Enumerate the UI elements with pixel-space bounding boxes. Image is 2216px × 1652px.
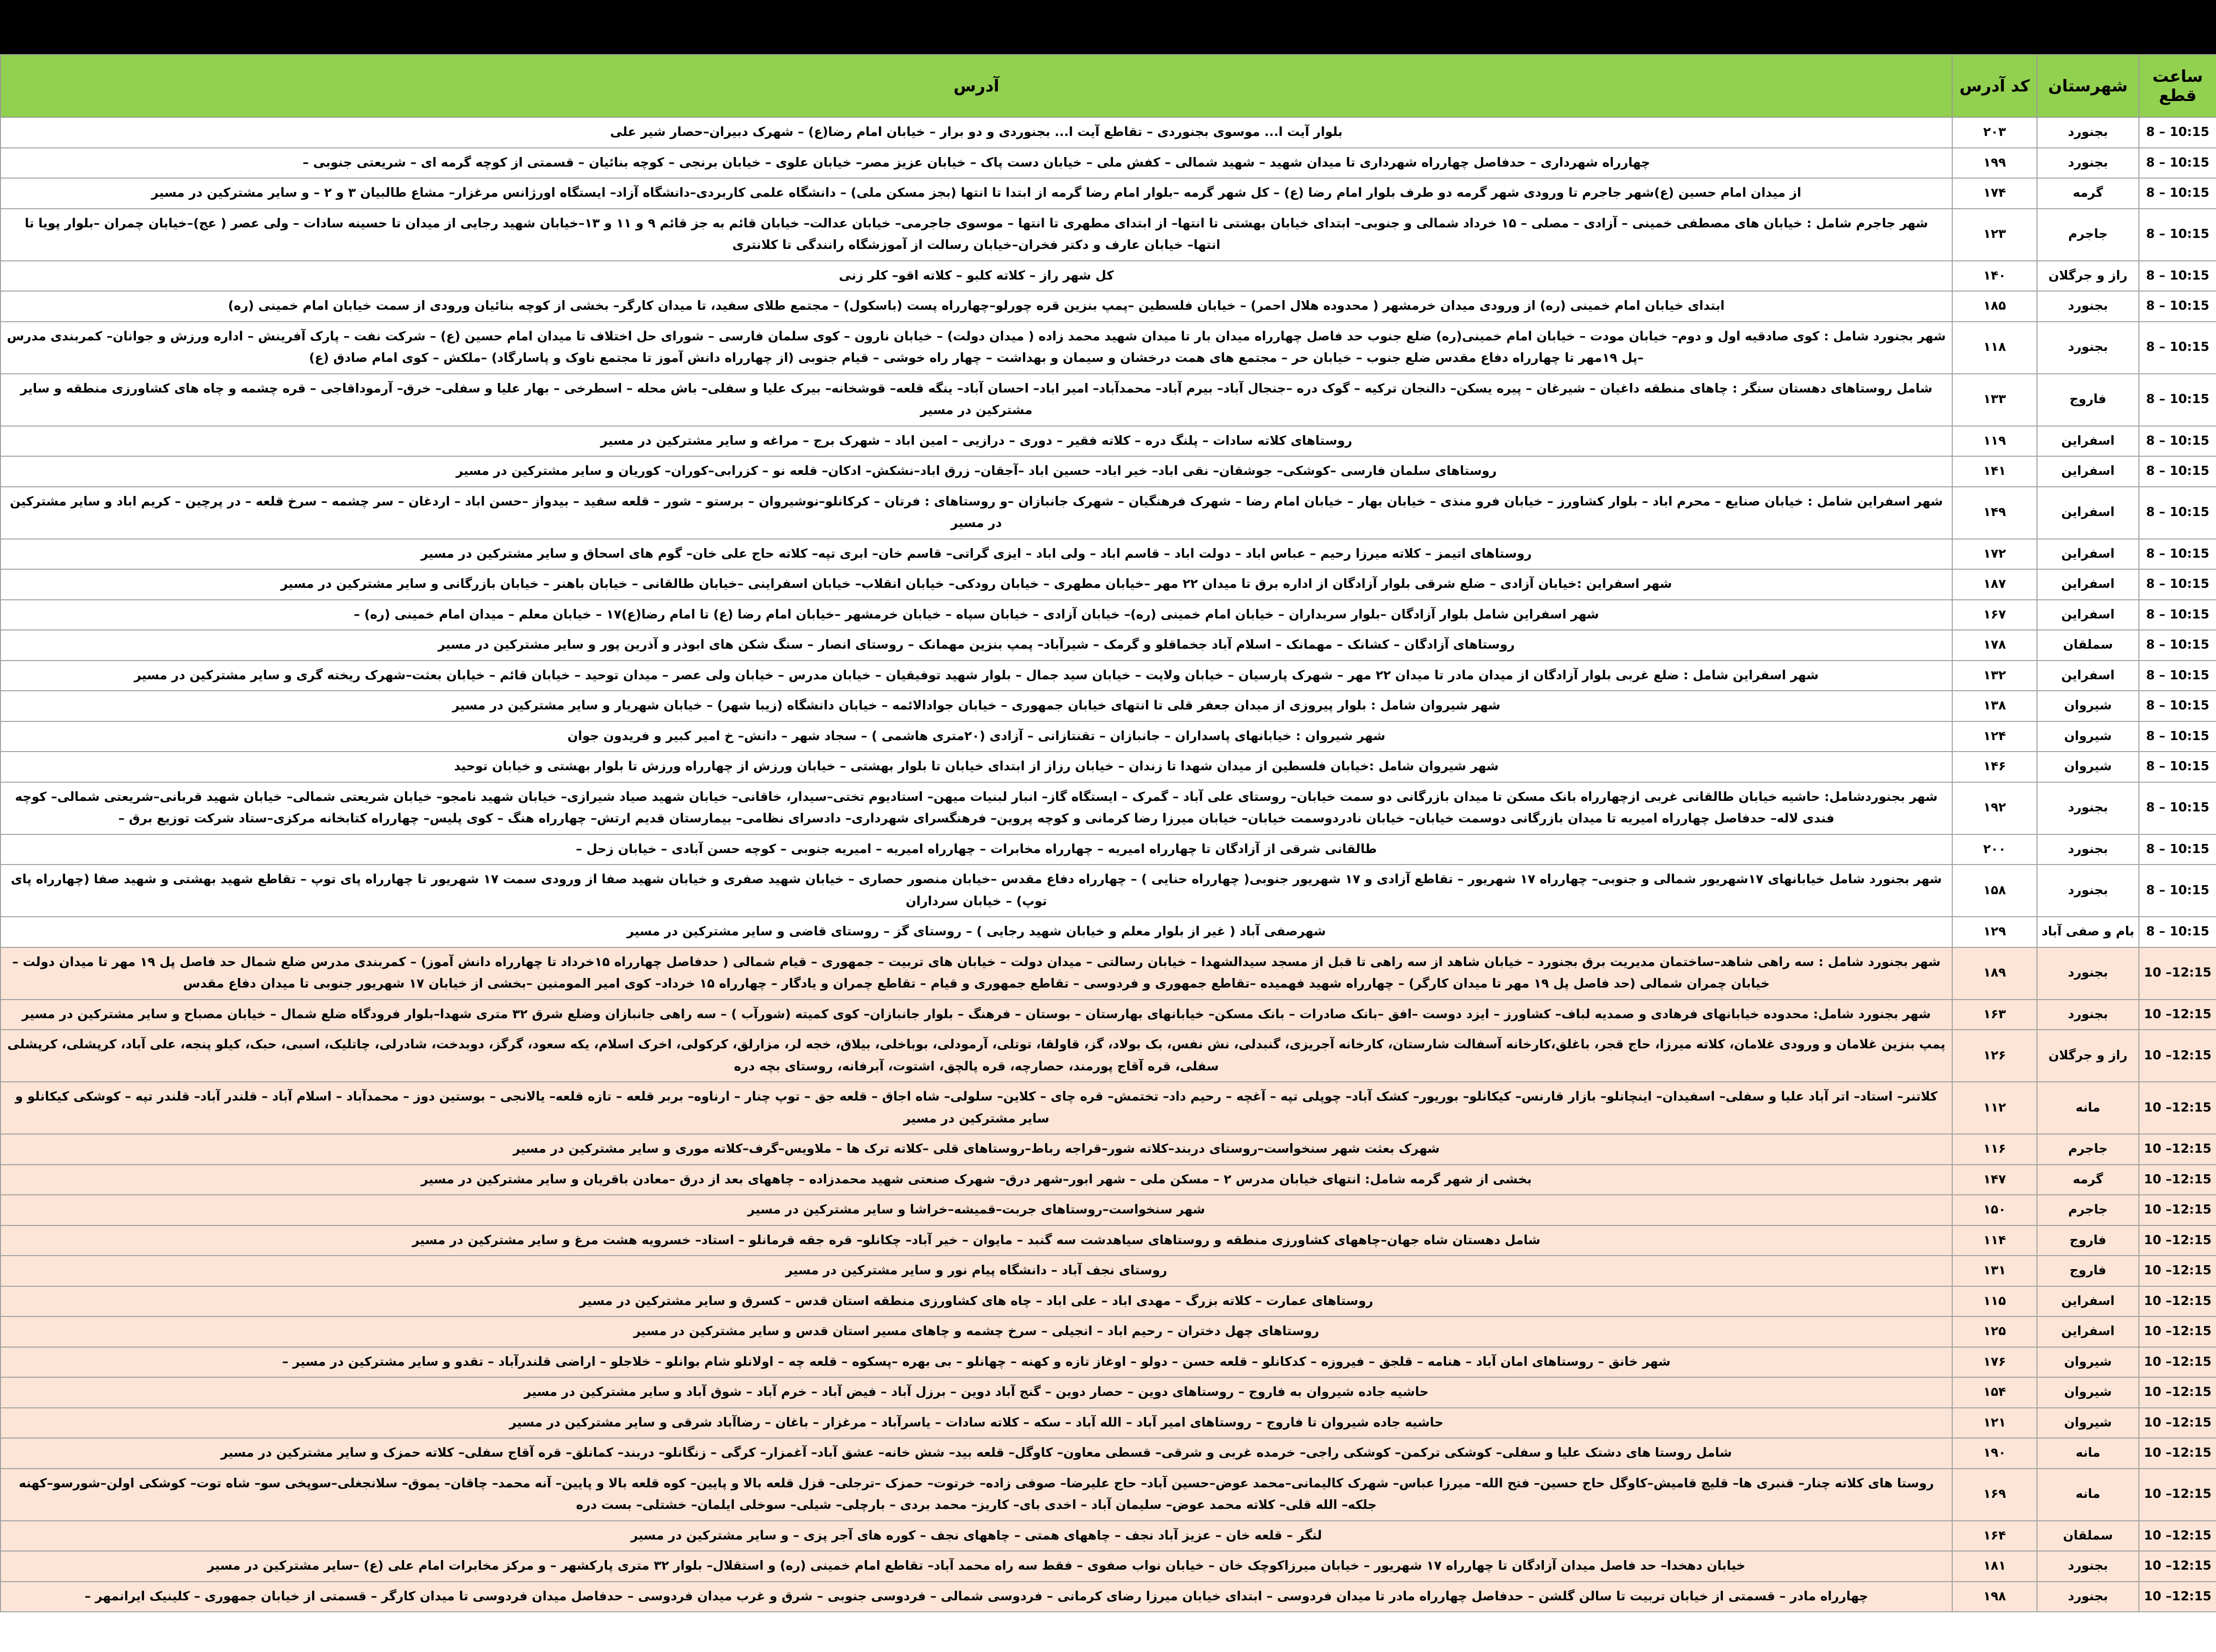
table-row <box>0 661 2216 691</box>
cell-time: 10 –12:15 <box>2139 1438 2216 1469</box>
cell-address: شهر بجنورد شامل : سه راهی شاهد–ساختمان مدیریت برق بجنورد – خیابان شاهد از سه راهی تا قبل از مسجد سیدالشهدا – خیابان رسالتی – میدان دولت – خیابان های تربیت – جمهوری – قیام شمالی ( حدفاصل چهارراه ۱۵خرداد تا چهارراه دانش آموز) – کمربندی مدرس ضلع شمال حد فاصل پل ۱۹ مهر تا میدان دولت – خیابان چمران شمالی (حد فاصل پل ۱۹ مهر تا میدان کارگر) – چهارراه شهید فهمیده –تقاطع جمهوری و فردوسی – تقاطع جمهوری و قیام – تقاطع چمران و یادگار – چهارراه ۱۵ خرداد– کوی امیر المومنین –بخشی از خیابان ۱۷ شهریور جنوبی تا میدان دفاع مقدس <box>0 947 1952 1000</box>
cell-code: ۱۲۴ <box>1952 721 2037 752</box>
cell-code: ۱۳۲ <box>1952 661 2037 691</box>
cell-time: 10 –12:15 <box>2139 1082 2216 1134</box>
table-row <box>0 865 2216 917</box>
cell-city: بجنورد <box>2037 947 2139 1000</box>
cell-code: ۱۶۷ <box>1952 600 2037 630</box>
header-address: آدرس <box>0 55 1952 117</box>
cell-code: ۱۹۹ <box>1952 148 2037 179</box>
cell-code: ۱۷۴ <box>1952 178 2037 209</box>
cell-time: 8 – 10:15 <box>2139 782 2216 834</box>
cell-code: ۱۲۳ <box>1952 209 2037 261</box>
cell-time: 10 –12:15 <box>2139 1225 2216 1256</box>
table-row <box>0 782 2216 834</box>
cell-address: شهرک بعثت شهر سنخواست–روستای دربند–کلاته شور–قراجه رباط–روستاهای قلی –کلاته ترک ها – ملاویس–گرف–کلاته موری و سایر مشترکین در مسیر <box>0 1134 1952 1165</box>
cell-time: 10 –12:15 <box>2139 1165 2216 1195</box>
table-row <box>0 1030 2216 1082</box>
cell-code: ۱۸۷ <box>1952 569 2037 600</box>
cell-city: بجنورد <box>2037 148 2139 179</box>
cell-code: ۱۸۹ <box>1952 947 2037 1000</box>
cell-code: ۱۳۳ <box>1952 374 2037 426</box>
cell-code: ۱۱۲ <box>1952 1082 2037 1134</box>
table-row <box>0 1438 2216 1469</box>
cell-address: شهر بجنورد شامل : کوی صادقیه اول و دوم– خیابان مودت – خیابان امام خمینی(ره) ضلع جنوب حد فاصل چهارراه میدان بار تا میدان شهید محمد زاده ( میدان دولت) – خیابان نارون – کوی سلمان فارسی – شورای حل اختلاف تا میدان امام حسین (ع) – شرکت نفت – پارک آفرینش – اداره ورزش و جوانان– کمربندی مدرس –پل ۱۹مهر تا چهارراه دفاع مقدس ضلع جنوب – خیابان حر – مجتمع های همت درخشان و سیمان و بهداشت – چهار راه خوشی – قیام جنوبی (از چهارراه دانش آموز تا مجتمع ناوک و پاسارگاد) –ملکش – کوی امام صادق (ع) <box>0 322 1952 374</box>
cell-time: 8 – 10:15 <box>2139 630 2216 661</box>
cell-address: کلاتنر– استاد– اتر آباد علیا و سفلی– اسفیدان– اینچانلو– بازار قارنس– کیکانلو– بوریور– کشک آباد– چوپلی تپه – آغچه – رحیم داد– تختمش– قره چای – کلاین– سلولی– شاه اجاق – قلعه جق – توپ چنار – ارناوه– بربر قلعه – تازه قلعه– یالانجی – بوستین دوز – محمدآباد – اسلام آباد – قلندر آباد– قلندر تپه – کوشکی کیکانلو و سایر مشترکین در مسیر <box>0 1082 1952 1134</box>
cell-code: ۱۳۱ <box>1952 1256 2037 1286</box>
cell-city: مانه <box>2037 1438 2139 1469</box>
table-row <box>0 209 2216 261</box>
table-header <box>0 55 2216 117</box>
cell-time: 8 – 10:15 <box>2139 322 2216 374</box>
cell-code: ۱۵۴ <box>1952 1377 2037 1408</box>
table-row <box>0 721 2216 752</box>
table-row <box>0 1134 2216 1165</box>
cell-code: ۱۲۹ <box>1952 917 2037 947</box>
cell-code: ۱۱۹ <box>1952 426 2037 457</box>
cell-city: بجنورد <box>2037 1582 2139 1612</box>
cell-address: روستاهای چهل دختران – رحیم اباد – انجیلی – سرخ چشمه و چاهای مسیر استان قدس و سایر مشترکین در مسیر <box>0 1316 1952 1347</box>
cell-city: اسفراین <box>2037 1316 2139 1347</box>
cell-address: شهر اسفراین شامل : ضلع غربی بلوار آزادگان از میدان مادر تا میدان ۲۲ مهر – شهرک پارسیان – خیابان ولایت – خیابان سید جمال – بلوار شهید توفیقیان – خیابان مدرس – خیابان ولی عصر – میدان توحید – خیابان قائم – خیابان بعثت–شهرک ریخته گری و سایر مشترکین در مسیر <box>0 661 1952 691</box>
cell-code: ۱۳۸ <box>1952 691 2037 721</box>
table-row <box>0 1377 2216 1408</box>
cell-time: 10 –12:15 <box>2139 1256 2216 1286</box>
cell-time: 10 –12:15 <box>2139 947 2216 1000</box>
cell-city: اسفراین <box>2037 487 2139 539</box>
cell-time: 10 –12:15 <box>2139 1134 2216 1165</box>
cell-address: روستاهای آزادگان – کشانک – مهمانک – اسلام آباد جخماقلو و گرمک – شیرآباد– پمپ بنزین مهمانک – روستای انصار – سنگ شکن های ابوذر و آذرین پور و سایر مشترکین در مسیر <box>0 630 1952 661</box>
cell-code: ۱۹۸ <box>1952 1582 2037 1612</box>
cell-address: شهر شیروان : خیابانهای پاسداران – جانبازان – تقنتازانی – آزادی (۲۰متری هاشمی ) – سجاد شهر – دانش– خ امیر کبیر و فریدون جوان <box>0 721 1952 752</box>
cell-address: شامل روستاهای دهستان سنگر : چاهای منطقه داغیان – شیرغان – پیره یسکن– دالنجان ترکیه – گوک دره –جنجال آباد– بیرم آباد– محمدآباد– امیر اباد– احسان آباد– ینگه قلعه– قوشخانه– بیرک علیا و سفلی– باش محله – اسطرخی – بهار علیا و سفلی– خرق– آرموداقاجی – قره چشمه و چاه های کشاورزی منطقه و سایر مشترکین در مسیر <box>0 374 1952 426</box>
cell-time: 10 –12:15 <box>2139 1408 2216 1438</box>
table-row <box>0 1195 2216 1225</box>
cell-code: ۱۴۹ <box>1952 487 2037 539</box>
cell-code: ۱۱۸ <box>1952 322 2037 374</box>
cell-address: شهر شیروان شامل :خیابان فلسطین از میدان شهدا تا زندان – خیابان رزاز از ابتدای خیابان تا بلوار بهشتی – خیابان ورزش از چهارراه ورزش تا بلوار بهشتی و خیابان توحید <box>0 752 1952 782</box>
cell-time: 10 –12:15 <box>2139 1377 2216 1408</box>
cell-time: 8 – 10:15 <box>2139 865 2216 917</box>
cell-time: 8 – 10:15 <box>2139 917 2216 947</box>
table-row <box>0 947 2216 1000</box>
cell-address: شهر سنخواست–روستاهای جربت–قمیشه–خراشا و سایر مشترکین در مسیر <box>0 1195 1952 1225</box>
cell-city: بجنورد <box>2037 834 2139 865</box>
cell-time: 10 –12:15 <box>2139 1195 2216 1225</box>
cell-code: ۱۲۱ <box>1952 1408 2037 1438</box>
table-row <box>0 1316 2216 1347</box>
cell-code: ۱۲۶ <box>1952 1030 2037 1082</box>
table-row <box>0 1408 2216 1438</box>
cell-time: 8 – 10:15 <box>2139 721 2216 752</box>
cell-city: راز و جرگلان <box>2037 1030 2139 1082</box>
cell-city: اسفراین <box>2037 600 2139 630</box>
table-row <box>0 1551 2216 1582</box>
cell-time: 8 – 10:15 <box>2139 117 2216 148</box>
cell-time: 8 – 10:15 <box>2139 261 2216 292</box>
cell-code: ۱۶۹ <box>1952 1469 2037 1521</box>
cell-city: گرمه <box>2037 178 2139 209</box>
cell-time: 8 – 10:15 <box>2139 178 2216 209</box>
table-row <box>0 1000 2216 1030</box>
cell-city: اسفراین <box>2037 426 2139 457</box>
table-row <box>0 917 2216 947</box>
cell-city: سملقان <box>2037 1521 2139 1551</box>
cell-code: ۲۰۳ <box>1952 117 2037 148</box>
cell-city: شیروان <box>2037 691 2139 721</box>
cell-address: حاشیه جاده شیروان به فاروج – روستاهای دوین – حصار دوین – گنج آباد دوین – برزل آباد – فیض آباد – خرم آباد – شوق آباد و سایر مشترکین در مسیر <box>0 1377 1952 1408</box>
table-row <box>0 261 2216 292</box>
table-row <box>0 1225 2216 1256</box>
cell-city: بجنورد <box>2037 865 2139 917</box>
table-row <box>0 291 2216 322</box>
cell-address: چهارراه مادر – قسمتی از خیابان تربیت تا سالن گلشن – حدفاصل چهارراه مادر تا میدان فردوسی – ابتدای خیابان میرزا رضای کرمانی – فردوسی شمالی – فردوسی جنوبی – شرق و غرب میدان فردوسی – حدفاصل میدان فردوسی تا میدان کارگر – قسمتی از خیابان جمهوری – کلینیک ایرانمهر – <box>0 1582 1952 1612</box>
cell-address: بلوار آیت ا... موسوی بجنوردی – تقاطع آیت ا... بجنوردی و دو برار – خیابان امام رضا(ع) – شهرک دبیران–حصار شیر علی <box>0 117 1952 148</box>
cell-city: بجنورد <box>2037 782 2139 834</box>
cell-city: اسفراین <box>2037 569 2139 600</box>
cell-code: ۱۹۰ <box>1952 1438 2037 1469</box>
cell-time: 8 – 10:15 <box>2139 752 2216 782</box>
cell-address: روستا های کلاته چنار– قنبری ها– قلیچ قامیش–کاوگل حاج حسین– فتح الله– میرزا عباس– شهرک کالیمانی–محمد عوض–حسین آباد– حاج علیرضا– صوفی زاده– خرتوت– حمزک –ترجلی– قزل قلعه بالا و پایین– کوه قلعه بالا و پایین– آنه محمد– چاقان– یموق– سلانجغلی–سوپخی سو– شاه توت– کوشکی اولن–شورسو–کهنه جلکه– الله قلی– کلاته محمد عوض– سلیمان آباد – اخدی بای– کاریز– محمد بردی – بارچلی– شیلی– سوخلی ایلمان– خشتلی– بست دره <box>0 1469 1952 1521</box>
cell-time: 10 –12:15 <box>2139 1521 2216 1551</box>
cell-city: جاجرم <box>2037 1195 2139 1225</box>
cell-city: اسفراین <box>2037 661 2139 691</box>
cell-code: ۱۱۶ <box>1952 1134 2037 1165</box>
table-row <box>0 1347 2216 1378</box>
cell-time: 8 – 10:15 <box>2139 456 2216 487</box>
cell-address: کل شهر راز – کلاته کلبو – کلاته اقو– کلر زنی <box>0 261 1952 292</box>
header-city: شهرستان <box>2037 55 2139 117</box>
table-row <box>0 569 2216 600</box>
cell-city: گرمه <box>2037 1165 2139 1195</box>
cell-time: 8 – 10:15 <box>2139 539 2216 570</box>
cell-city: بجنورد <box>2037 117 2139 148</box>
cell-city: فاروج <box>2037 1256 2139 1286</box>
table-row <box>0 117 2216 148</box>
cell-city: اسفراین <box>2037 1286 2139 1317</box>
header-row <box>0 55 2216 117</box>
cell-address: شهر شیروان شامل : بلوار پیروزی از میدان جعفر قلی تا انتهای خیابان جمهوری – خیابان جوادالائمه – خیابان دانشگاه (زیبا شهر) – خیابان شهریار و سایر مشترکین در مسیر <box>0 691 1952 721</box>
header-time: ساعت قطع <box>2139 55 2216 117</box>
cell-address: خیابان دهخدا– حد فاصل میدان آزادگان تا چهارراه ۱۷ شهریور – خیابان میرزاکوچک خان – خیابان نواب صفوی – فقط سه راه محمد آباد– تقاطع امام خمینی (ره) و استقلال– بلوار ۳۲ متری پارکشهر – و مرکز مخابرات امام علی (ع) –سایر مشترکین در مسیر <box>0 1551 1952 1582</box>
cell-address: شهر اسفراین شامل بلوار آزادگان –بلوار سربداران – خیابان امام خمینی (ره)– خیابان آزادی – خیابان سپاه – خیابان خرمشهر –خیابان امام رضا (ع) تا امام رضا(ع)۱۷ – خیابان معلم – میدان امام خمینی (ره) – <box>0 600 1952 630</box>
cell-address: طالقانی شرقی از آزادگان تا چهارراه امیریه – چهارراه مخابرات – چهارراه امیریه – امیریه جنوبی – کوچه حسن آبادی – خیابان زحل – <box>0 834 1952 865</box>
table-row <box>0 487 2216 539</box>
cell-time: 10 –12:15 <box>2139 1551 2216 1582</box>
cell-city: بجنورد <box>2037 1000 2139 1030</box>
cell-address: روستاهای کلاته سادات – پلنگ دره – کلاته فقیر – دوری – درازیی – امین اباد – شهرک برج – مراغه و سایر مشترکین در مسیر <box>0 426 1952 457</box>
cell-city: مانه <box>2037 1082 2139 1134</box>
cell-code: ۱۸۵ <box>1952 291 2037 322</box>
table-row <box>0 600 2216 630</box>
cell-time: 10 –12:15 <box>2139 1030 2216 1082</box>
cell-city: جاجرم <box>2037 1134 2139 1165</box>
cell-time: 8 – 10:15 <box>2139 209 2216 261</box>
cell-code: ۱۱۵ <box>1952 1286 2037 1317</box>
cell-code: ۱۷۸ <box>1952 630 2037 661</box>
cell-time: 8 – 10:15 <box>2139 569 2216 600</box>
table-row <box>0 539 2216 570</box>
table-row <box>0 834 2216 865</box>
cell-code: ۱۴۱ <box>1952 456 2037 487</box>
table-row <box>0 374 2216 426</box>
cell-time: 10 –12:15 <box>2139 1000 2216 1030</box>
cell-code: ۱۴۶ <box>1952 752 2037 782</box>
cell-code: ۱۶۴ <box>1952 1521 2037 1551</box>
cell-address: حاشیه جاده شیروان تا فاروج – روستاهای امیر آباد – الله آباد – سکه – کلاته سادات – یاسرآباد – مرغزار – باغان – رضاآباد شرقی و سایر مشترکین در مسیر <box>0 1408 1952 1438</box>
header-code: کد آدرس <box>1952 55 2037 117</box>
cell-city: شیروان <box>2037 1347 2139 1378</box>
cell-time: 8 – 10:15 <box>2139 426 2216 457</box>
table-row <box>0 630 2216 661</box>
cell-code: ۱۶۳ <box>1952 1000 2037 1030</box>
cell-city: اسفراین <box>2037 456 2139 487</box>
cell-code: ۱۲۵ <box>1952 1316 2037 1347</box>
cell-address: لنگر – قلعه خان – عزیز آباد نجف – چاههای همتی – چاههای نجف – کوره های آجر پزی – و سایر مشترکین در مسیر <box>0 1521 1952 1551</box>
cell-city: مانه <box>2037 1469 2139 1521</box>
cell-address: شامل روستا های دشتک علیا و سفلی– کوشکی ترکمن– کوشکی راجی– خرمده غربی و شرقی– قسطی معاون– کاوگل– قلعه بید– شش خانه– عشق آباد– آغمزار– کرگی – زنگانلو– دربند– کمانلق– قره آقاج سفلی– کلاته حمزک و سایر مشترکین در مسیر <box>0 1438 1952 1469</box>
cell-time: 10 –12:15 <box>2139 1316 2216 1347</box>
cell-city: اسفراین <box>2037 539 2139 570</box>
cell-time: 10 –12:15 <box>2139 1469 2216 1521</box>
cell-address: شهر خانق – روستاهای امان آباد – هنامه – قلجق – فیروزه – کدکانلو – قلعه حسن – دولو – اوغاز تازه و کهنه – چهانلو – بی بهره –پسکوه – قلعه چه – اولانلو شام بوانلو – خلاجلو – اراضی قلندرآباد – تقدو و سایر مشترکین در مسیر – <box>0 1347 1952 1378</box>
cell-time: 10 –12:15 <box>2139 1347 2216 1378</box>
table-body <box>0 117 2216 1612</box>
cell-time: 8 – 10:15 <box>2139 834 2216 865</box>
cell-code: ۱۹۲ <box>1952 782 2037 834</box>
table-row <box>0 752 2216 782</box>
cell-time: 8 – 10:15 <box>2139 487 2216 539</box>
cell-time: 8 – 10:15 <box>2139 148 2216 179</box>
cell-address: روستاهای سلمان فارسی –کوشکی– جوشقان– نقی اباد– خیر اباد– حسین اباد –آجقان– زرق اباد–نشکش– ادکان– قلعه نو – کزرابی–کوران– کوریان و سایر مشترکین در مسیر <box>0 456 1952 487</box>
cell-code: ۱۷۲ <box>1952 539 2037 570</box>
cell-address: روستاهای اتیمز – کلاته میرزا رحیم – عباس اباد – دولت اباد – قاسم اباد – ولی اباد – ایزی گراتی– قاسم خان– ابری تپه– کلاته حاج علی خان– گوم های اسحاق و سایر مشترکین در مسیر <box>0 539 1952 570</box>
cell-city: جاجرم <box>2037 209 2139 261</box>
cell-city: فاروج <box>2037 1225 2139 1256</box>
cell-city: شیروان <box>2037 752 2139 782</box>
outage-schedule-table <box>0 54 2216 1612</box>
cell-address: شهر بجنورد شامل خیابانهای ۱۷شهریور شمالی و جنوبی– چهارراه ۱۷ شهریور – تقاطع آزادی و ۱۷ شهریور جنوبی( چهارراه حنایی ) – چهارراه دفاع مقدس –خیابان منصور حصاری – خیابان شهید صفری و خیابان شهید صفا از ورودی سمت ۱۷ شهریور تا چهارراه پای توپ – تقاطع شهید بهشتی و شهید صفا (چهارراه پای توپ) – خیابان سرداران <box>0 865 1952 917</box>
cell-address: شهر بجنوردشامل: حاشیه خیابان طالقانی غربی ازچهارراه بانک مسکن تا میدان بازرگانی دو سمت خیابان– روستای علی آباد – گمرک – ایستگاه گاز– انبار لبنیات میهن– استادیوم تختی–سیدار، خاقانی– خیابان شهید صیاد شیرازی– خیابان شهید نامجو– خیابان شریعتی شمالی– خیابان شهید قربانی–شریعتی شمالی– کوچه فندی لاله– حدفاصل چهارراه امیریه تا میدان بازرگانی دوسمت خیابان– خیابان نادردوسمت خیابان– خیابان میرزا رضا کرمانی و کوچه پروین– فرهنگسرای شهرداری– دادسرای نظامی– بیمارستان قدیم ارتش– چهارراه هنگ – کوی پلیس– چهارراه کتابخانه مرکزی–ستاد شرکت توزیع برق – <box>0 782 1952 834</box>
cell-code: ۱۸۱ <box>1952 1551 2037 1582</box>
cell-address: پمپ بنزین غلامان و ورودی غلامان، کلاته میرزا، حاج قجر، باغلق،کارخانه آسفالت شارستان، کارخانه آجریزی، گنبدلی، نش نفس، بک بولاد، گز، قاولقا، توتلی، آرمودلی، بوباخلی، بیلاق، خجه لر، مزارلق، کرکولی، اخرک اسلام، یکه سعود، گرگز، دوبدخت، شادرلی، چاتلیک، اسبی، حبک، کیلو پنجه، علی آباد، کرپشلی، کرپشلی سفلی، قره آقاج پورمند، حصارچه، قره پالچق، اشتوت، آبرفانه، روستای بچه دره <box>0 1030 1952 1082</box>
cell-time: 8 – 10:15 <box>2139 691 2216 721</box>
cell-city: شیروان <box>2037 721 2139 752</box>
cell-city: بجنورد <box>2037 291 2139 322</box>
top-black-bar <box>0 0 2216 54</box>
table-row <box>0 1165 2216 1195</box>
table-row <box>0 1521 2216 1551</box>
cell-address: ابتدای خیابان امام خمینی (ره) از ورودی میدان خرمشهر ( محدوده هلال احمر) – خیابان فلسطین –پمپ بنزین قره چورلو–چهارراه پست (باسکول) – مجتمع طلای سفید، تا میدان کارگر– بخشی از کوچه بنائیان ورودی از سمت خیابان امام خمینی (ره) <box>0 291 1952 322</box>
cell-code: ۱۷۶ <box>1952 1347 2037 1378</box>
cell-city: شیروان <box>2037 1408 2139 1438</box>
cell-code: ۱۴۷ <box>1952 1165 2037 1195</box>
cell-code: ۲۰۰ <box>1952 834 2037 865</box>
table-row <box>0 1582 2216 1612</box>
cell-code: ۱۵۰ <box>1952 1195 2037 1225</box>
cell-address: شهر اسفراین شامل : خیابان صنایع – محرم اباد – بلوار کشاورز – خیابان فرو منذی – خیابان بهار – خیابان امام رضا – شهرک فرهنگیان – شهرک جانبازان –و روستاهای : فرتان – کرکانلو–نوشیروان – برستو – شور – قلعه سفید – بیدواز –حسن اباد – اردغان – سر چشمه – سرخ قلعه – در پرچین – کریم اباد و سایر مشترکین در مسیر <box>0 487 1952 539</box>
cell-address: روستاهای عمارت – کلاته بزرگ – مهدی اباد – علی اباد – چاه های کشاورزی منطقه استان قدس – کسرق و سایر مشترکین در مسیر <box>0 1286 1952 1317</box>
cell-city: فاروج <box>2037 374 2139 426</box>
cell-city: سملقان <box>2037 630 2139 661</box>
cell-time: 10 –12:15 <box>2139 1286 2216 1317</box>
table-row <box>0 322 2216 374</box>
table-row <box>0 691 2216 721</box>
cell-address: چهارراه شهرداری – حدفاصل چهارراه شهرداری تا میدان شهید – شهید شمالی – کفش ملی – خیابان دست پاک – خیابان عزیز مصر– خیابان علوی – خیابان برنجی – کوچه بنائیان – قسمتی از کوچه گرمه ای – شریعتی جنوبی – <box>0 148 1952 179</box>
table-row <box>0 456 2216 487</box>
table-row <box>0 1082 2216 1134</box>
cell-code: ۱۴۰ <box>1952 261 2037 292</box>
cell-address: از میدان امام حسین (ع)شهر جاجرم تا ورودی شهر گرمه دو طرف بلوار امام رضا (ع) – کل شهر گرمه –بلوار امام رضا گرمه از ابتدا تا انتها (بجز مسکن ملی) – دانشگاه علمی کاربردی–دانشگاه آزاد– ایستگاه اورژانس مرغزار– مشاع طالبیان ۳ و ۲ – و سایر مشترکین در مسیر <box>0 178 1952 209</box>
cell-time: 10 –12:15 <box>2139 1582 2216 1612</box>
cell-address: شهر جاجرم شامل : خیابان های مصطفی خمینی – آزادی – مصلی – ۱۵ خرداد شمالی و جنوبی– ابتدای خیابان بهشتی تا انتها– از ابتدای مطهری تا انتها – موسوی جاجرمی– خیابان عدالت– خیابان قائم به جز قائم ۹ و ۱۱ و ۱۳–خیابان شهید رجایی از میدان تا حسینه سادات – ولی عصر ( عج)–خیابان چمران –بلوار پویا تا انتها– خیابان عارف و دکتر فخران–خیابان رسالت از آموزشگاه رانندگی تا کلانتری <box>0 209 1952 261</box>
table-row <box>0 148 2216 179</box>
cell-address: شهر اسفراین :خیابان آزادی – ضلع شرقی بلوار آزادگان از اداره برق تا میدان ۲۲ مهر –خیابان مطهری – خیابان رودکی– خیابان انقلاب– خیابان اسفراینی –خیابان طالقانی – خیابان باهنر – خیابان بازرگانی و سایر مشترکین در مسیر <box>0 569 1952 600</box>
cell-address: روستای نجف آباد – دانشگاه پیام نور و سایر مشترکین در مسیر <box>0 1256 1952 1286</box>
table-row <box>0 426 2216 457</box>
cell-address: شهرصفی آباد ( غیر از بلوار معلم و خیابان شهید رجایی ) – روستای گز – روستای قاضی و سایر مشترکین در مسیر <box>0 917 1952 947</box>
cell-code: ۱۵۸ <box>1952 865 2037 917</box>
cell-city: راز و جرگلان <box>2037 261 2139 292</box>
table-row <box>0 1286 2216 1317</box>
cell-address: شامل دهستان شاه جهان–چاههای کشاورزی منطقه و روستاهای سیاهدشت سه گنبد – مایوان – خیر آباد– چکانلو– قره جقه قرمانلو – استاد– خسرویه هشت مرغ و سایر مشترکین در مسیر <box>0 1225 1952 1256</box>
table-row <box>0 178 2216 209</box>
cell-address: شهر بجنورد شامل: محدوده خیابانهای فرهادی و صمدیه لباف– کشاورز – ایزد دوست –افق –بانک صادرات – بانک مسکن– خیابانهای بهارستان – بوستان – فرهنگ – بلوار جانبازان– کوی کمیته (شورآب ) – سه راهی جانبازان وضلع شرق ۳۲ متری شهدا–بلوار فرودگاه ضلع شمال – خیابان مصباح و سایر مشترکین در مسیر <box>0 1000 1952 1030</box>
cell-city: شیروان <box>2037 1377 2139 1408</box>
cell-time: 8 – 10:15 <box>2139 291 2216 322</box>
cell-time: 8 – 10:15 <box>2139 374 2216 426</box>
cell-city: بام و صفی آباد <box>2037 917 2139 947</box>
cell-city: بجنورد <box>2037 1551 2139 1582</box>
cell-address: بخشی از شهر گرمه شامل: انتهای خیابان مدرس ۲ – مسکن ملی – شهر ابور–شهر درق– شهرک صنعتی شهید محمدزاده – چاههای بعد از درق –معادن باقریان و سایر مشترکین در مسیر <box>0 1165 1952 1195</box>
cell-time: 8 – 10:15 <box>2139 600 2216 630</box>
table-row <box>0 1469 2216 1521</box>
table-row <box>0 1256 2216 1286</box>
cell-time: 8 – 10:15 <box>2139 661 2216 691</box>
cell-city: بجنورد <box>2037 322 2139 374</box>
cell-code: ۱۱۴ <box>1952 1225 2037 1256</box>
